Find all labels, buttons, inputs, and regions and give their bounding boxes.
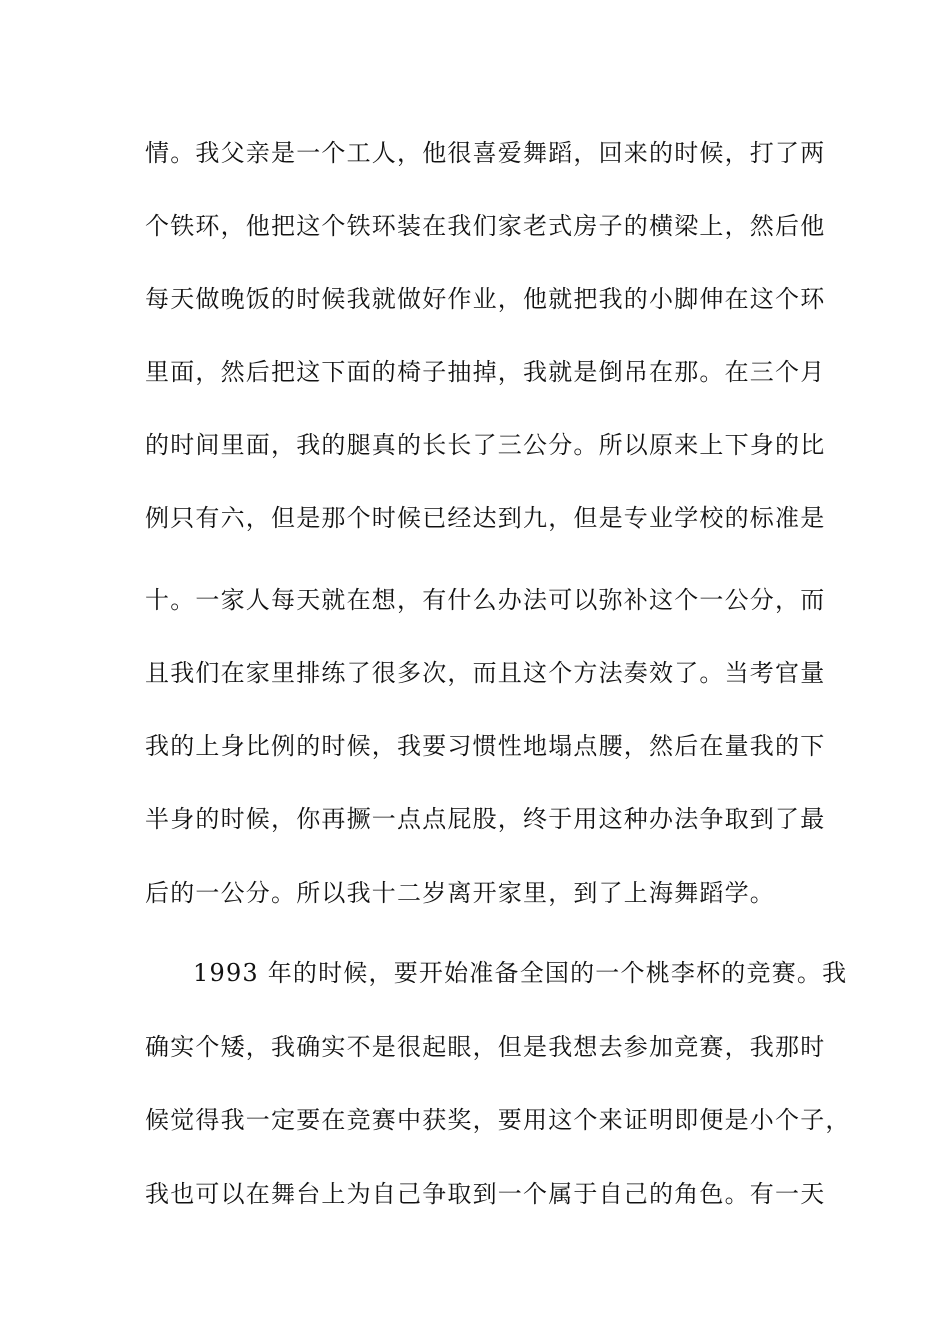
- body-text-line: 的时间里面，我的腿真的长长了三公分。所以原来上下身的比: [145, 431, 826, 459]
- body-text-line: 且我们在家里排练了很多次，而且这个方法奏效了。当考官量: [145, 659, 826, 687]
- body-text-line: 后的一公分。所以我十二岁离开家里，到了上海舞蹈学。: [145, 879, 775, 907]
- body-text-line: 情。我父亲是一个工人，他很喜爱舞蹈，回来的时候，打了两: [145, 139, 826, 167]
- paragraph-first-line: 1993 年的时候，要开始准备全国的一个桃李杯的竞赛。我: [193, 959, 848, 987]
- body-text-line: 里面，然后把这下面的椅子抽掉，我就是倒吊在那。在三个月: [145, 358, 826, 386]
- body-text-line: 半身的时候，你再撅一点点屁股，终于用这种办法争取到了最: [145, 805, 826, 833]
- body-text-line: 确实个矮，我确实不是很起眼，但是我想去参加竞赛，我那时: [145, 1033, 826, 1061]
- body-text-line: 个铁环，他把这个铁环装在我们家老式房子的横梁上，然后他: [145, 212, 826, 240]
- body-text-line: 十。一家人每天就在想，有什么办法可以弥补这个一公分，而: [145, 586, 826, 614]
- body-text-line: 候觉得我一定要在竞赛中获奖，要用这个来证明即便是小个子，: [145, 1106, 851, 1134]
- body-text-line: 例只有六，但是那个时候已经达到九，但是专业学校的标准是: [145, 504, 826, 532]
- body-text-line: 我也可以在舞台上为自己争取到一个属于自己的角色。有一天: [145, 1180, 826, 1208]
- body-text-line: 我的上身比例的时候，我要习惯性地塌点腰，然后在量我的下: [145, 732, 826, 760]
- body-text-line: 每天做晚饭的时候我就做好作业，他就把我的小脚伸在这个环: [145, 285, 826, 313]
